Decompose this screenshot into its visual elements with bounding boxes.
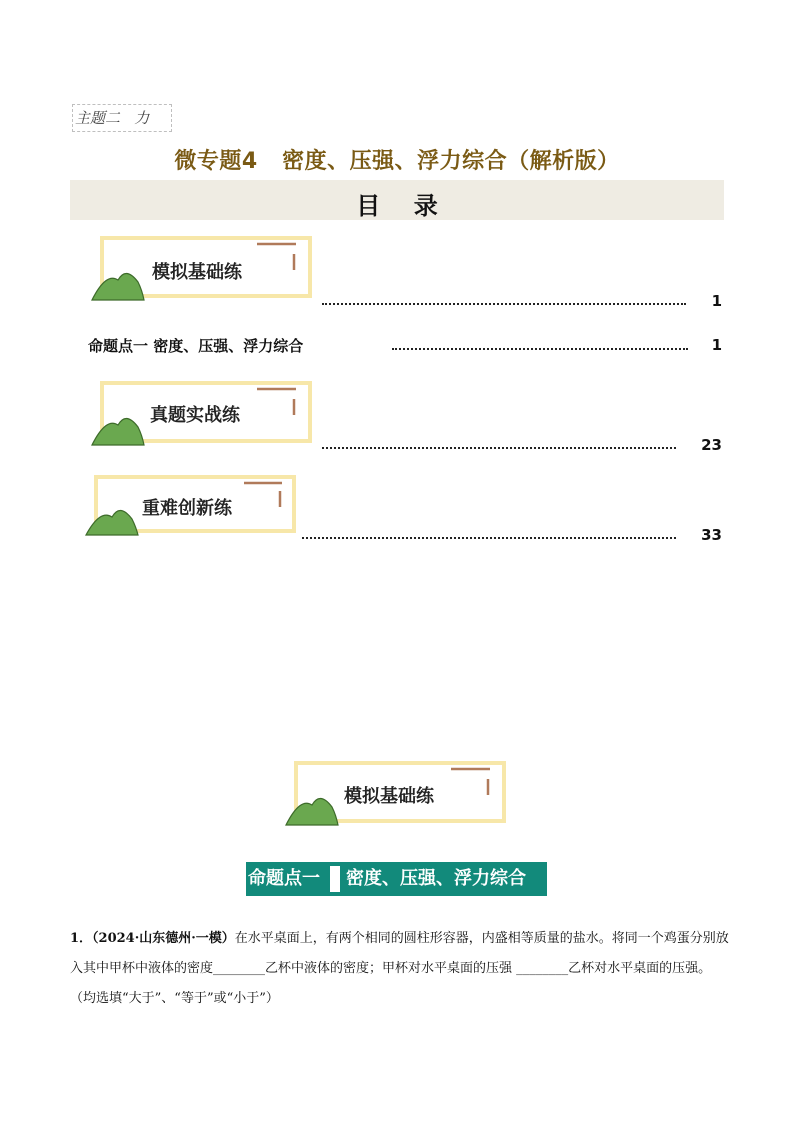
section-badge-simulation [286, 761, 508, 827]
toc-badge-label: 重难创新练 [142, 498, 232, 519]
toc-badge-challenge [86, 475, 296, 537]
question-number: 1． [70, 931, 93, 946]
question-source: （2024·山东德州·一模） [92, 931, 235, 946]
toc-leader [322, 447, 676, 449]
topic-banner-title: 密度、压强、浮力综合 [346, 868, 526, 889]
toc-page-number: 23 [701, 436, 722, 454]
topic-banner-number: 命题点一 [248, 868, 320, 889]
toc-page-number: 33 [701, 526, 722, 544]
toc-page-number: 1 [711, 292, 722, 310]
toc-badge-label: 真题实战练 [150, 405, 240, 426]
question-1 [70, 924, 730, 1014]
toc-title: 目 录 [356, 192, 438, 220]
toc-leader [392, 348, 688, 350]
toc-leader [322, 303, 686, 305]
topic-banner [246, 862, 547, 896]
section-badge-label: 模拟基础练 [344, 786, 434, 807]
toc-leader [302, 537, 676, 539]
question-text: 在水平桌面上，有两个相同的圆柱形容器，内盛相等质量的盐水。将同一个鸡蛋分别放入其中甲杯中液体的密度________乙杯中液体的密度；甲杯对水平桌面的压强 ________乙杯对水平桌面的压强。（均选填“大于”、“等于”或“小于”） [70, 931, 729, 1006]
topic-banner-divider [330, 866, 340, 892]
toc-badge-real-exam [92, 381, 314, 447]
toc-badge-label: 模拟基础练 [152, 262, 242, 283]
toc-subitem-label: 命题点一 密度、压强、浮力综合 [88, 337, 304, 355]
toc-badge-simulation [92, 236, 314, 302]
theme-tag: 主题二 力 [72, 104, 172, 132]
page-title: 微专题4 密度、压强、浮力综合（解析版） [174, 149, 620, 174]
toc-page-number: 1 [711, 336, 722, 354]
